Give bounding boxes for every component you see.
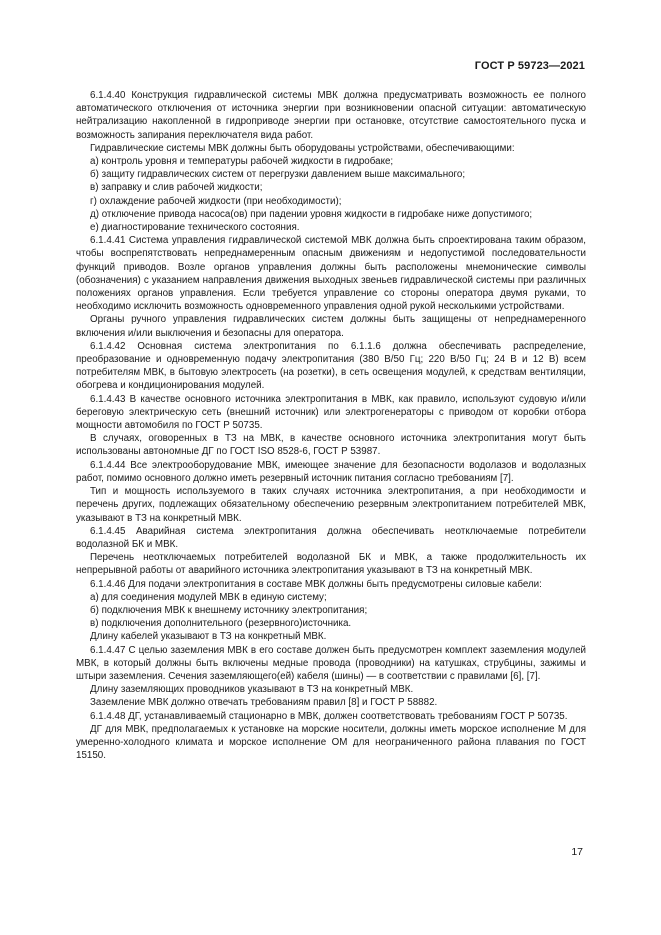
paragraph: ДГ для МВК, предполагаемых к установке на морские носители, должны иметь морское исполнение М для умеренно-холодного климата и морское исполнение ОМ для неограниченного района плавания по ГОСТ 15150. — [76, 723, 586, 762]
document-code: ГОСТ Р 59723—2021 — [474, 60, 585, 72]
paragraph: Органы ручного управления гидравлических систем должны быть защищены от непреднамеренного включения и/или выключения и безопасны для оператора. — [76, 314, 586, 339]
document-body — [76, 89, 586, 762]
list-item: в) заправку и слив рабочей жидкости; — [90, 182, 263, 194]
paragraph: 6.1.4.48 ДГ, устанавливаемый стационарно в МВК, должен соответствовать требованиям ГОСТ Р 50735. — [90, 710, 568, 722]
list-item: а) для соединения модулей МВК в единую систему; — [90, 591, 327, 603]
paragraph: 6.1.4.41 Система управления гидравлической системой МВК должна быть спроектирована таким образом, чтобы воспрепятствовать непреднамеренным опасным движениям и недопустимой последовательности функций приводов. Возле органов управления должны быть расположены мнемонические символы (обозначения) с указанием направления движения выходных звеньев гидравлической системы при различных положениях органов управления. Если требуется управление со стороны оператора двумя руками, то необходимо исключить возможность одновременного управления одной рукой несколькими устройствами. — [76, 235, 586, 313]
page-number: 17 — [571, 846, 583, 858]
paragraph: 6.1.4.40 Конструкция гидравлической системы МВК должна предусматривать возможность ее полного автоматического отключения от источника энергии при возникновении опасной ситуации: автоматическую нейтрализацию накопленной в гидроприводе энергии при остановке, отсутствие самостоятельного пуска и возможность запирания переключателя вида работ. — [76, 90, 586, 141]
list-item: г) охлаждение рабочей жидкости (при необходимости); — [90, 195, 342, 207]
paragraph: В случаях, оговоренных в ТЗ на МВК, в качестве основного источника электропитания могут быть использованы автономные ДГ по ГОСТ ISO 8528-6, ГОСТ Р 53987. — [76, 433, 586, 458]
list-item: в) подключения дополнительного (резервного)источника. — [90, 618, 352, 630]
paragraph: Перечень неотключаемых потребителей водолазной БК и МВК, а также продолжительность их непрерывной работы от аварийного источника электропитания указывают в ТЗ на конкретный МВК. — [76, 552, 586, 577]
paragraph: Гидравлические системы МВК должны быть оборудованы устройствами, обеспечивающими: — [90, 142, 515, 154]
paragraph: 6.1.4.43 В качестве основного источника электропитания в МВК, как правило, используют судовую и/или береговую электрическую сеть (внешний источник) или электрогенераторы с приводом от коробки отбора мощности автомобиля по ГОСТ Р 50735. — [76, 393, 586, 432]
paragraph: 6.1.4.42 Основная система электропитания по 6.1.1.6 должна обеспечивать распределение, преобразование и одновременную подачу электропитания (380 В/50 Гц; 220 В/50 Гц; 24 В и 12 В) всем потребителям МВК, в бытовую электросеть (на розетки), в сеть освещения модулей, к средствам вентиляции, обогрева и кондиционирования модулей. — [76, 340, 586, 392]
paragraph: 6.1.4.44 Все электрооборудование МВК, имеющее значение для безопасности водолазов и водолазных работ, помимо основного должно иметь резервный источник питания согласно требованиям [7]. — [76, 459, 586, 484]
paragraph: Длину кабелей указывают в ТЗ на конкретный МВК. — [90, 631, 327, 643]
list-item: д) отключение привода насоса(ов) при падении уровня жидкости в гидробаке ниже допустимого; — [90, 208, 533, 220]
list-item: б) подключения МВК к внешнему источнику электропитания; — [90, 604, 368, 616]
list-item: е) диагностирование технического состояния. — [90, 222, 300, 234]
list-item: а) контроль уровня и температуры рабочей жидкости в гидробаке; — [90, 156, 394, 168]
paragraph: Длину заземляющих проводников указывают в ТЗ на конкретный МВК. — [90, 684, 414, 696]
paragraph: 6.1.4.46 Для подачи электропитания в составе МВК должны быть предусмотрены силовые кабели: — [90, 578, 542, 590]
paragraph: Тип и мощность используемого в таких случаях источника электропитания, а при необходимости и перечень других, подлежащих обязательному обеспечению резервным электропитанием потребителей МВК, указывают в ТЗ на конкретный МВК. — [76, 486, 586, 524]
list-item: б) защиту гидравлических систем от перегрузки давлением выше максимального; — [90, 169, 466, 181]
paragraph: 6.1.4.47 С целью заземления МВК в его составе должен быть предусмотрен комплект заземления модулей МВК, в который должны быть включены медные провода (проводники) на катушках, струбцины, зажимы и штыри заземления. Сечения заземляющего(ей) кабеля (шины) — в соответствии с правилами [6], [7]. — [76, 644, 586, 682]
paragraph: Заземление МВК должно отвечать требованиям правил [8] и ГОСТ Р 58882. — [90, 697, 438, 709]
paragraph: 6.1.4.45 Аварийная система электропитания должна обеспечивать неотключаемые потребители водолазной БК и МВК. — [76, 525, 586, 550]
